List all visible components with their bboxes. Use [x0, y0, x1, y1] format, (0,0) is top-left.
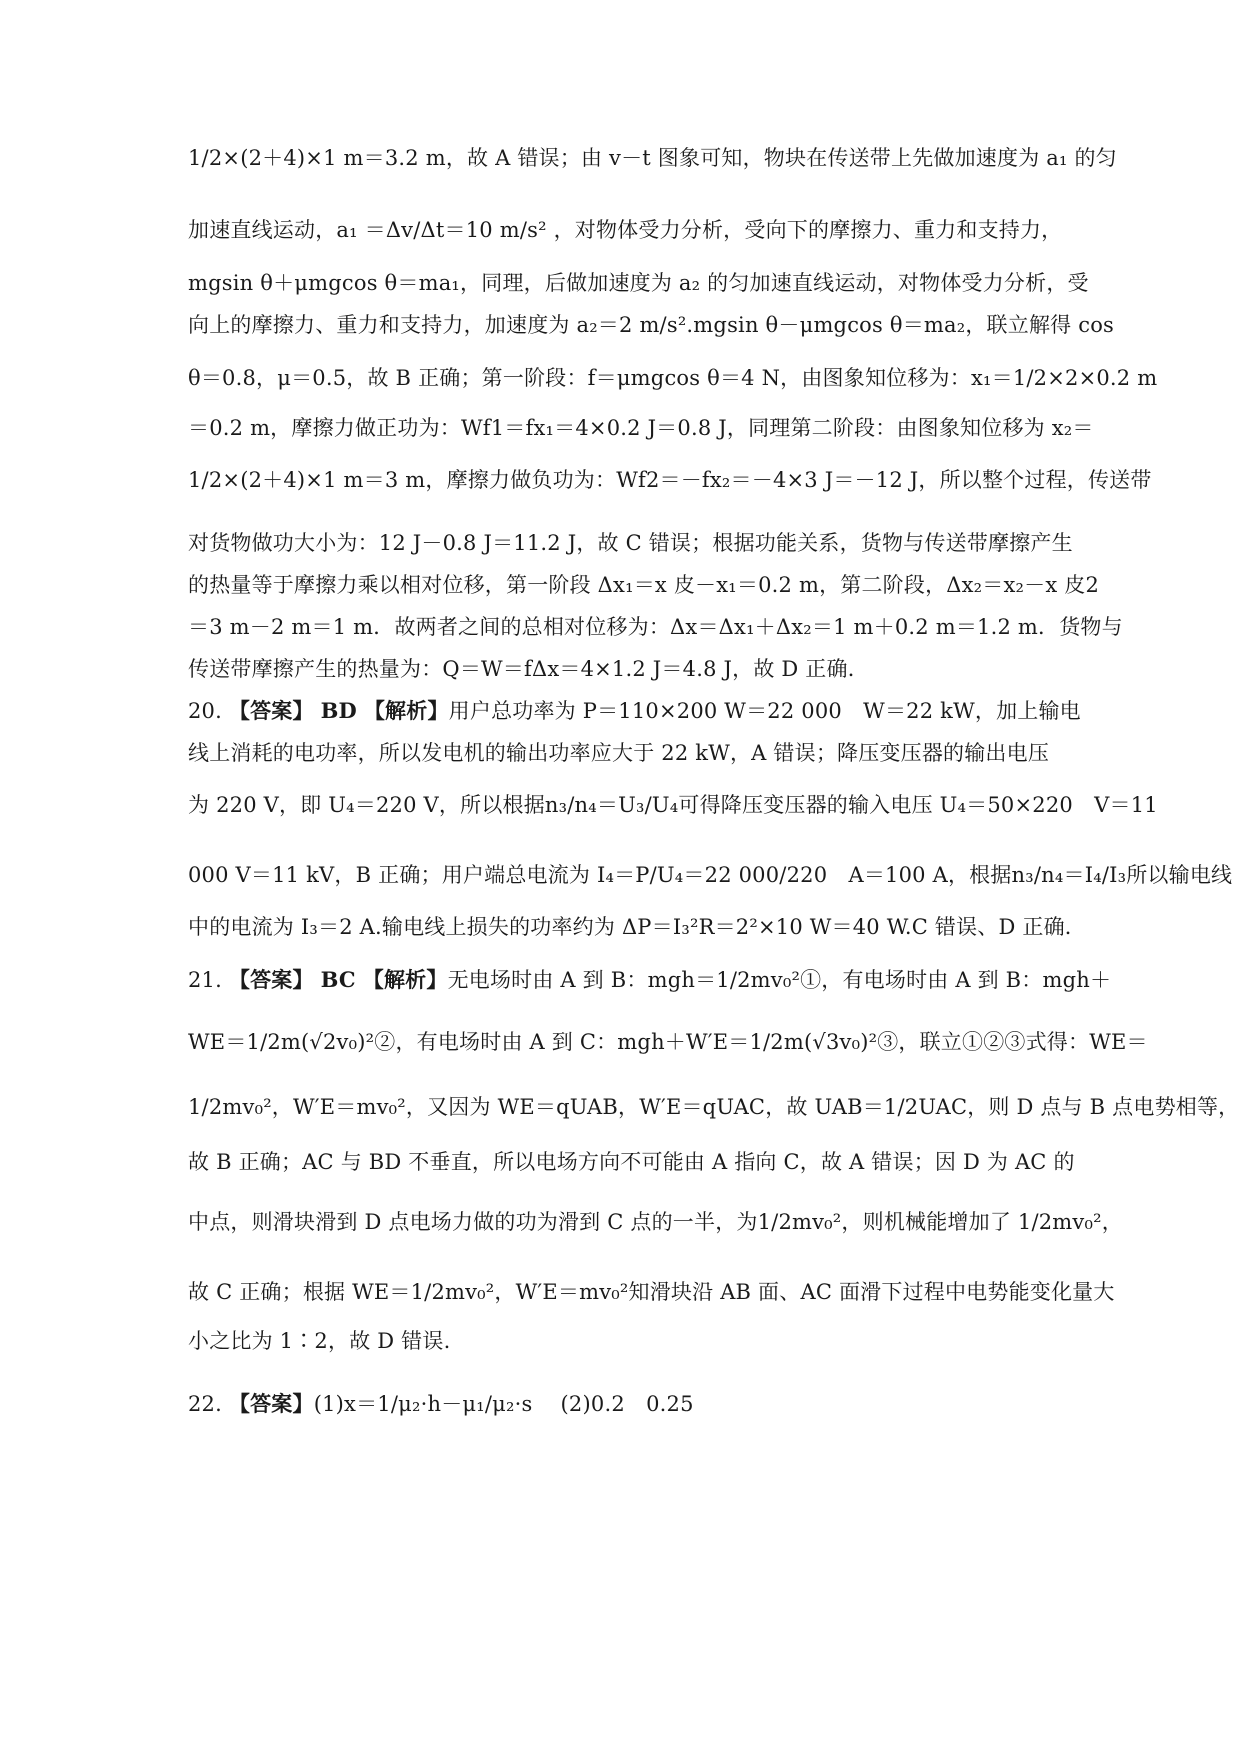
- text-line: 中点，则滑块滑到 D 点电场力做的功为滑到 C 点的一半，为1/2mv₀²，则机械能增加了 1/2mv₀²，: [188, 1210, 1123, 1234]
- answer-tag: 【答案】: [228, 698, 314, 723]
- answer-tag: 【答案】: [228, 1391, 314, 1416]
- text-line: 1/2×(2＋4)×1 m＝3 m，摩擦力做负功为：Wf2＝－fx₂＝－4×3 J＝－12 J，所以整个过程，传送带: [188, 468, 1152, 492]
- analysis-tag: 【解析】: [362, 967, 448, 992]
- text-line: 故 C 正确；根据 WE＝1/2mv₀²，W′E＝mv₀²知滑块沿 AB 面、AC 面滑下过程中电势能变化量大: [188, 1280, 1115, 1304]
- question-number: 21.: [188, 968, 222, 992]
- question-21: [188, 965, 1112, 995]
- text-line: 的热量等于摩擦力乘以相对位移，第一阶段 Δx₁＝x 皮－x₁＝0.2 m，第二阶段，Δx₂＝x₂－x 皮2: [188, 573, 1100, 597]
- text-line: mgsin θ＋μmgcos θ＝ma₁，同理，后做加速度为 a₂ 的匀加速直线运动，对物体受力分析，受: [188, 271, 1089, 295]
- text-line: 传送带摩擦产生的热量为：Q＝W＝fΔx＝4×1.2 J＝4.8 J，故 D 正确．: [188, 657, 869, 681]
- text-line: 故 B 正确；AC 与 BD 不垂直，所以电场方向不可能由 A 指向 C，故 A 错误；因 D 为 AC 的: [188, 1150, 1075, 1174]
- text-line: θ＝0.8，μ＝0.5，故 B 正确；第一阶段：f＝μmgcos θ＝4 N，由图象知位移为：x₁＝1/2×2×0.2 m: [188, 366, 1158, 390]
- text-line: 加速直线运动，a₁ ＝Δv/Δt＝10 m/s² ，对物体受力分析，受向下的摩擦力、重力和支持力，: [188, 218, 1063, 242]
- text-line: 为 220 V，即 U₄＝220 V，所以根据n₃/n₄＝U₃/U₄可得降压变压器的输入电压 U₄＝50×220 V＝11: [188, 793, 1158, 817]
- answer-tag: 【答案】: [228, 967, 314, 992]
- question-number: 22.: [188, 1392, 222, 1416]
- text-line: 线上消耗的电功率，所以发电机的输出功率应大于 22 kW，A 错误；降压变压器的输出电压: [188, 741, 1050, 765]
- answer-value: BD: [320, 698, 357, 723]
- text-line: 中的电流为 I₃＝2 A.输电线上损失的功率约为 ΔP＝I₃²R＝2²×10 W＝40 W.C 错误、D 正确．: [188, 915, 1086, 939]
- text-line: 1/2×(2＋4)×1 m＝3.2 m，故 A 错误；由 v－t 图象可知，物块在传送带上先做加速度为 a₁ 的匀: [188, 146, 1117, 170]
- text-line: ＝3 m－2 m＝1 m．故两者之间的总相对位移为：Δx＝Δx₁＋Δx₂＝1 m＋0.2 m＝1.2 m．货物与: [188, 615, 1123, 639]
- answer-text: (1)x＝1/μ₂·h－μ₁/μ₂·s (2)0.2 0.25: [313, 1392, 694, 1416]
- answer-value: BC: [320, 967, 356, 992]
- question-22: [188, 1389, 1068, 1419]
- text-line: 向上的摩擦力、重力和支持力，加速度为 a₂＝2 m/s².mgsin θ－μmgcos θ＝ma₂，联立解得 cos: [188, 313, 1115, 337]
- analysis-tag: 【解析】: [363, 698, 449, 723]
- text-line: 小之比为 1∶2，故 D 错误.: [188, 1329, 451, 1353]
- text-line: 000 V＝11 kV，B 正确；用户端总电流为 I₄＝P/U₄＝22 000/220 A＝100 A，根据n₃/n₄＝I₄/I₃所以输电线: [188, 863, 1233, 887]
- text-line: 1/2mv₀²，W′E＝mv₀²，又因为 WE＝qUAB，W′E＝qUAC，故 UAB＝1/2UAC，则 D 点与 B 点电势相等，: [188, 1095, 1240, 1119]
- question-20: [188, 696, 1081, 726]
- analysis-text: 无电场时由 A 到 B：mgh＝1/2mv₀²①，有电场时由 A 到 B：mgh＋: [447, 968, 1112, 992]
- text-line: WE＝1/2m(√2v₀)²②，有电场时由 A 到 C：mgh＋W′E＝1/2m(√3v₀)²③，联立①②③式得：WE＝: [188, 1030, 1148, 1054]
- analysis-text: 用户总功率为 P＝110×200 W＝22 000 W＝22 kW，加上输电: [448, 699, 1081, 723]
- question-number: 20.: [188, 699, 222, 723]
- text-line: ＝0.2 m，摩擦力做正功为：Wf1＝fx₁＝4×0.2 J＝0.8 J，同理第二阶段：由图象知位移为 x₂＝: [188, 416, 1094, 440]
- text-line: 对货物做功大小为：12 J－0.8 J＝11.2 J，故 C 错误；根据功能关系，货物与传送带摩擦产生: [188, 531, 1073, 555]
